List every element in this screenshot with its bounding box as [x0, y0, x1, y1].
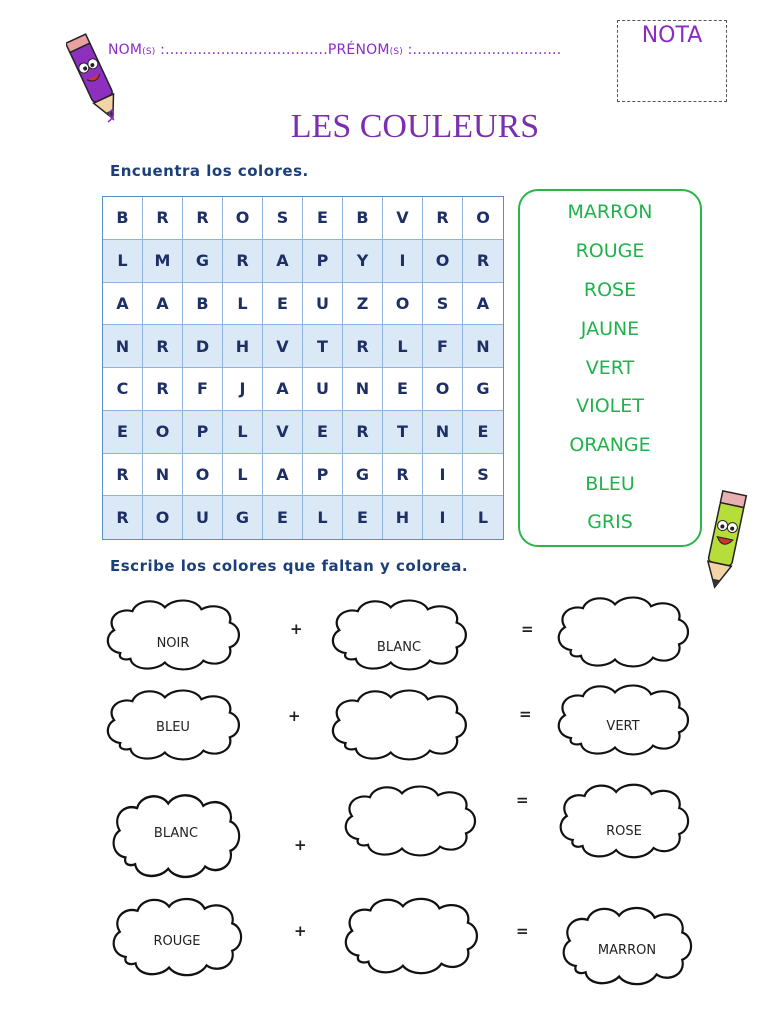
- grid-cell[interactable]: R: [103, 454, 143, 497]
- grid-cell[interactable]: H: [383, 496, 423, 539]
- equals-sign: =: [516, 791, 529, 809]
- grid-cell[interactable]: S: [423, 283, 463, 326]
- grid-cell[interactable]: N: [343, 368, 383, 411]
- grid-cell[interactable]: L: [383, 325, 423, 368]
- grid-cell[interactable]: Z: [343, 283, 383, 326]
- equals-sign: =: [516, 922, 529, 940]
- cloud-a[interactable]: [102, 596, 244, 672]
- grid-cell[interactable]: R: [143, 325, 183, 368]
- cloud-label: ROSE: [606, 824, 642, 839]
- grid-cell[interactable]: U: [303, 283, 343, 326]
- grid-cell[interactable]: O: [423, 368, 463, 411]
- grid-cell[interactable]: A: [103, 283, 143, 326]
- grid-cell[interactable]: L: [103, 240, 143, 283]
- grid-cell[interactable]: I: [423, 454, 463, 497]
- grid-cell[interactable]: O: [223, 197, 263, 240]
- cloud-a[interactable]: [108, 894, 246, 978]
- grid-cell[interactable]: E: [303, 411, 343, 454]
- grid-cell[interactable]: I: [383, 240, 423, 283]
- grid-cell[interactable]: G: [343, 454, 383, 497]
- grid-cell[interactable]: G: [183, 240, 223, 283]
- equals-sign: =: [521, 620, 534, 638]
- nom-label-suffix: (S): [142, 47, 156, 57]
- grid-cell[interactable]: V: [263, 325, 303, 368]
- cloud-label: MARRON: [597, 943, 657, 958]
- grid-cell[interactable]: R: [183, 197, 223, 240]
- cloud-result[interactable]: [558, 903, 696, 987]
- grid-cell[interactable]: H: [223, 325, 263, 368]
- word-item: GRIS: [587, 511, 633, 533]
- grid-cell[interactable]: R: [383, 454, 423, 497]
- grid-cell[interactable]: E: [343, 496, 383, 539]
- grid-cell[interactable]: F: [423, 325, 463, 368]
- cloud-label: ROUGE: [153, 934, 201, 949]
- plus-sign: +: [294, 836, 307, 854]
- grid-cell[interactable]: Y: [343, 240, 383, 283]
- grid-cell[interactable]: O: [183, 454, 223, 497]
- grid-cell[interactable]: V: [383, 197, 423, 240]
- cloud-label: NOIR: [156, 636, 190, 651]
- cloud-b[interactable]: [340, 782, 480, 858]
- grid-cell[interactable]: E: [263, 283, 303, 326]
- grid-cell[interactable]: S: [263, 197, 303, 240]
- word-item: JAUNE: [580, 318, 640, 340]
- grid-cell[interactable]: R: [343, 411, 383, 454]
- grid-cell[interactable]: A: [263, 240, 303, 283]
- nom-label: NOM: [108, 42, 143, 58]
- page-title: LES COULEURS: [290, 108, 540, 145]
- plus-sign: +: [290, 620, 303, 638]
- grid-cell[interactable]: R: [343, 325, 383, 368]
- cloud-result[interactable]: [555, 780, 693, 860]
- grid-cell[interactable]: P: [303, 240, 343, 283]
- prenom-label: :...................................PRÉNOM: [155, 42, 390, 58]
- cloud-label: BLANC: [376, 640, 422, 655]
- grid-cell[interactable]: O: [143, 496, 183, 539]
- cloud-label: VERT: [606, 719, 640, 734]
- word-item: BLEU: [585, 473, 635, 495]
- grid-cell[interactable]: C: [103, 368, 143, 411]
- grid-cell[interactable]: N: [103, 325, 143, 368]
- grid-cell[interactable]: O: [423, 240, 463, 283]
- grid-cell[interactable]: A: [263, 368, 303, 411]
- section1-instruction: Encuentra los colores.: [110, 162, 309, 180]
- word-item: ORANGE: [569, 434, 651, 456]
- grid-cell[interactable]: L: [463, 496, 503, 539]
- name-dotted-line: :................................: [402, 42, 562, 58]
- cloud-a[interactable]: [102, 686, 244, 762]
- cloud-label: BLEU: [156, 720, 190, 735]
- grid-cell[interactable]: R: [143, 368, 183, 411]
- grid-cell[interactable]: P: [183, 411, 223, 454]
- grid-cell[interactable]: B: [343, 197, 383, 240]
- grid-cell[interactable]: U: [183, 496, 223, 539]
- grid-cell[interactable]: G: [223, 496, 263, 539]
- grid-cell[interactable]: E: [463, 411, 503, 454]
- prenom-label-suffix: (S): [389, 47, 403, 57]
- word-item: ROSE: [583, 279, 637, 301]
- grid-cell[interactable]: S: [463, 454, 503, 497]
- plus-sign: +: [294, 922, 307, 940]
- grid-cell[interactable]: I: [423, 496, 463, 539]
- grid-cell[interactable]: R: [143, 197, 183, 240]
- word-list-box: [518, 189, 702, 547]
- grid-cell[interactable]: R: [103, 496, 143, 539]
- grid-cell[interactable]: N: [423, 411, 463, 454]
- grid-cell[interactable]: N: [143, 454, 183, 497]
- grid-cell[interactable]: B: [103, 197, 143, 240]
- grid-cell[interactable]: L: [223, 454, 263, 497]
- grid-cell[interactable]: M: [143, 240, 183, 283]
- grid-cell[interactable]: T: [303, 325, 343, 368]
- grid-cell[interactable]: A: [463, 283, 503, 326]
- grid-cell[interactable]: V: [263, 411, 303, 454]
- grid-cell[interactable]: R: [423, 197, 463, 240]
- cloud-b[interactable]: [327, 686, 471, 762]
- grid-cell[interactable]: F: [183, 368, 223, 411]
- word-item: ROUGE: [575, 240, 645, 262]
- grid-cell[interactable]: D: [183, 325, 223, 368]
- grid-cell[interactable]: L: [223, 283, 263, 326]
- student-name-line[interactable]: [108, 42, 561, 58]
- grade-box[interactable]: [617, 20, 727, 102]
- plus-sign: +: [288, 707, 301, 725]
- cloud-label: BLANC: [153, 826, 199, 841]
- word-item: VERT: [585, 357, 635, 379]
- grid-cell[interactable]: L: [223, 411, 263, 454]
- grid-cell[interactable]: L: [303, 496, 343, 539]
- section2-instruction: Escribe los colores que faltan y colorea.: [110, 557, 469, 575]
- grid-cell[interactable]: E: [383, 368, 423, 411]
- grid-cell[interactable]: O: [143, 411, 183, 454]
- grid-cell[interactable]: P: [303, 454, 343, 497]
- cloud-b[interactable]: [340, 894, 482, 976]
- grade-label: NOTA: [641, 23, 703, 48]
- grid-cell[interactable]: T: [383, 411, 423, 454]
- equals-sign: =: [519, 705, 532, 723]
- cloud-result[interactable]: [553, 681, 693, 757]
- word-item: VIOLET: [576, 395, 644, 417]
- grid-cell[interactable]: O: [463, 197, 503, 240]
- word-item: MARRON: [567, 201, 653, 223]
- grid-cell[interactable]: G: [463, 368, 503, 411]
- grid-cell[interactable]: J: [223, 368, 263, 411]
- grid-cell[interactable]: A: [263, 454, 303, 497]
- grid-cell[interactable]: E: [263, 496, 303, 539]
- grid-cell[interactable]: R: [463, 240, 503, 283]
- grid-cell[interactable]: E: [303, 197, 343, 240]
- grid-cell[interactable]: A: [143, 283, 183, 326]
- word-search-grid[interactable]: [102, 196, 504, 540]
- grid-cell[interactable]: R: [223, 240, 263, 283]
- cloud-a[interactable]: [108, 790, 244, 880]
- grid-cell[interactable]: E: [103, 411, 143, 454]
- grid-cell[interactable]: U: [303, 368, 343, 411]
- grid-cell[interactable]: O: [383, 283, 423, 326]
- grid-cell[interactable]: B: [183, 283, 223, 326]
- cloud-result[interactable]: [553, 593, 693, 669]
- pencil-mascot-green-icon: [698, 488, 748, 598]
- grid-cell[interactable]: N: [463, 325, 503, 368]
- cloud-b[interactable]: [327, 596, 471, 672]
